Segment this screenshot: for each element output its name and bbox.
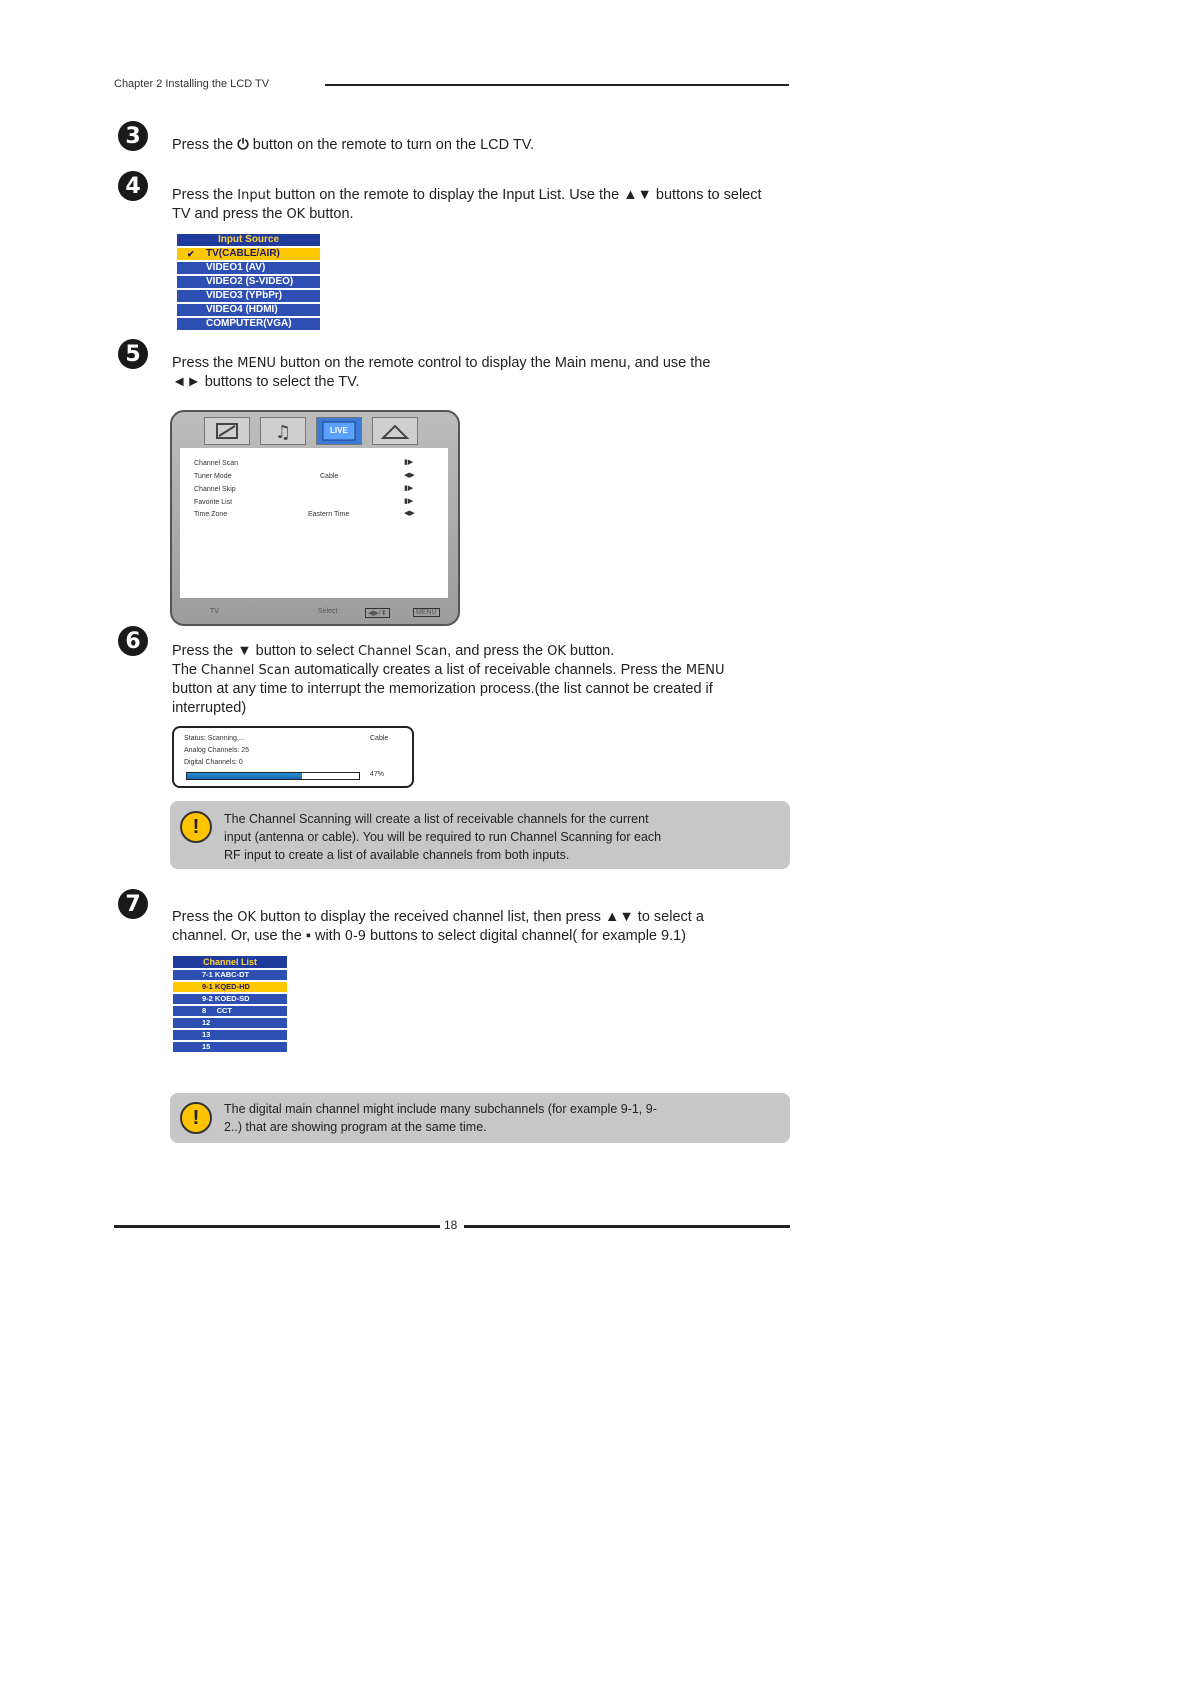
step-6-text: Press the ▼ button to select Channel Scan, and press the OK button. The Channel Scan automatically creates a list of receivable channels. Press the MENU button at any time to interrupt the memorization process.(the list cannot be created if interrupted)	[172, 643, 725, 716]
tv-main-menu	[170, 410, 460, 626]
enter-arrow-icon: ▮▶	[404, 498, 414, 505]
tv-menu-row-label[interactable]: Favorite List	[194, 499, 233, 506]
channel-list-item[interactable]: 12	[173, 1016, 287, 1028]
step-3-badge: 3	[118, 121, 148, 151]
setup-icon[interactable]	[372, 417, 418, 445]
chapter-header: Chapter 2 Installing the LCD TV	[114, 78, 270, 90]
enter-arrow-icon: ▮▶	[404, 485, 414, 492]
input-source-item[interactable]: VIDEO3 (YPbPr)	[177, 288, 320, 302]
analog-channels: Analog Channels: 25	[184, 747, 249, 754]
page-number: 18	[444, 1218, 458, 1232]
check-icon: ✔	[187, 249, 195, 259]
scan-status: Status: Scanning....	[184, 735, 245, 742]
info-note	[170, 1093, 790, 1143]
left-right-arrow-icon: ◀▶	[404, 472, 415, 479]
scan-progress-bar	[186, 772, 360, 780]
step-7-badge: 7	[118, 889, 148, 919]
header-divider	[325, 84, 789, 86]
picture-icon-glyph	[205, 418, 249, 444]
audio-icon-glyph	[261, 418, 305, 444]
tv-menu-row-label[interactable]: Channel Skip	[194, 486, 236, 493]
scan-source: Cable	[370, 735, 389, 742]
channel-list-item[interactable]: 15	[173, 1040, 287, 1052]
menu-key-icon: MENU	[413, 608, 440, 617]
tv-menu-row-value: Cable	[320, 473, 339, 480]
picture-icon[interactable]	[204, 417, 250, 445]
step-4-badge: 4	[118, 171, 148, 201]
step-4-text: Press the Input button on the remote to display the Input List. Use the ▲▼ buttons to select TV and press the OK button.	[172, 187, 762, 222]
scan-progress-fill	[187, 773, 302, 779]
digital-channels: Digital Channels: 0	[184, 759, 243, 766]
tv-icon[interactable]: LIVE	[316, 417, 362, 445]
tv-footer-label: TV	[210, 608, 219, 615]
tv-menu-row-value: Eastern Time	[308, 511, 350, 518]
footer-divider-left	[114, 1225, 440, 1228]
scan-percent: 47%	[370, 771, 385, 778]
input-source-item[interactable]: VIDEO4 (HDMI)	[177, 302, 320, 316]
warning-icon: !	[180, 1102, 212, 1134]
step-3-text: Press the ⏻ button on the remote to turn on the LCD TV.	[172, 137, 535, 153]
input-source-item[interactable]: COMPUTER(VGA)	[177, 316, 320, 330]
audio-icon[interactable]	[260, 417, 306, 445]
svg-text:♫: ♫	[275, 422, 292, 443]
tv-menu-row-label[interactable]: Channel Scan	[194, 460, 238, 467]
warning-note-text: The Channel Scanning will create a list of receivable channels for the current input (antenna or cable). You will be required to run Channel Scanning for each RF input to create a list of available channels from both inputs.	[224, 812, 662, 862]
input-source-menu	[177, 234, 320, 330]
footer-divider-right	[464, 1225, 790, 1228]
power-icon: ⏻	[237, 137, 249, 153]
channel-scan-dialog	[172, 726, 414, 788]
channel-list-item[interactable]: 9-1 KQED-HD	[173, 980, 287, 992]
tv-footer-select: Select	[318, 608, 338, 615]
warning-note	[170, 801, 790, 869]
input-source-title: Input Source	[177, 234, 320, 246]
nav-arrows-icon: ◀▶/⬍	[365, 608, 390, 618]
channel-list-item[interactable]: 7-1 KABC-DT	[173, 968, 287, 980]
step-7-text: Press the OK button to display the received channel list, then press ▲▼ to select a channel. Or, use the ▪ with 0-9 buttons to select digital channel( for example 9.1)	[172, 909, 704, 944]
channel-list-title: Channel List	[173, 956, 287, 968]
info-note-text: The digital main channel might include many subchannels (for example 9-1, 9- 2..) that are showing program at the same time.	[224, 1102, 657, 1134]
setup-icon-glyph	[373, 418, 417, 444]
step-5-text: Press the MENU button on the remote control to display the Main menu, and use the ◄► buttons to select the TV.	[172, 355, 711, 390]
input-source-item[interactable]: VIDEO1 (AV)	[177, 260, 320, 274]
tv-menu-row-label[interactable]: Time Zone	[194, 511, 228, 518]
channel-list-item[interactable]: 9-2 KOED-SD	[173, 992, 287, 1004]
input-source-item[interactable]: ✔ TV(CABLE/AIR)	[177, 246, 320, 260]
channel-list-item[interactable]: 8 CCT	[173, 1004, 287, 1016]
warning-icon: !	[180, 811, 212, 843]
tv-menu-panel	[180, 448, 448, 598]
left-right-arrow-icon: ◀▶	[404, 510, 415, 517]
input-source-item[interactable]: VIDEO2 (S-VIDEO)	[177, 274, 320, 288]
step-5-badge: 5	[118, 339, 148, 369]
step-6-badge: 6	[118, 626, 148, 656]
channel-list-menu	[173, 956, 287, 1052]
channel-list-item[interactable]: 13	[173, 1028, 287, 1040]
tv-menu-row-label[interactable]: Tuner Mode	[194, 473, 232, 480]
enter-arrow-icon: ▮▶	[404, 459, 414, 466]
